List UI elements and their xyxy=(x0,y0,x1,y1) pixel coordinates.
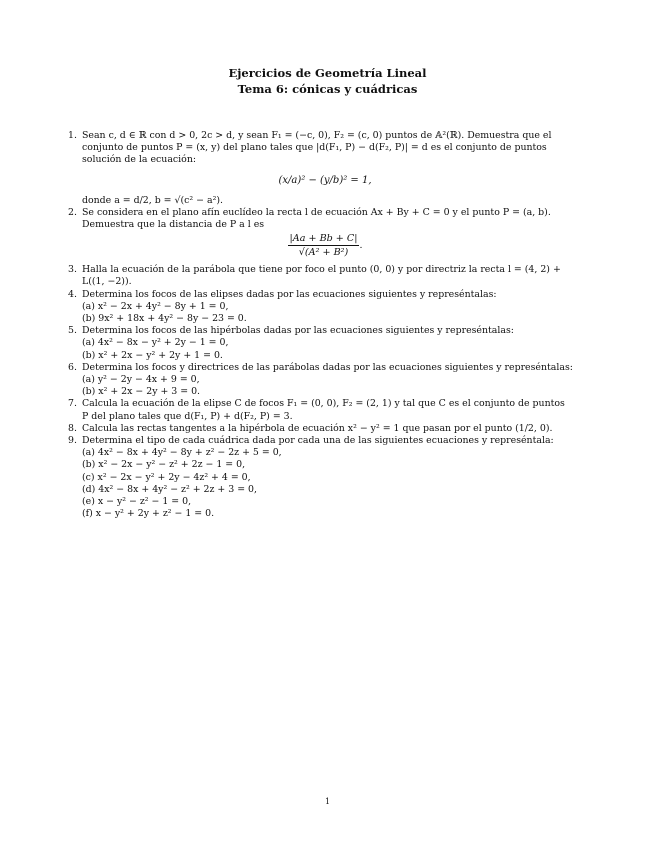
fraction-numerator: |Aa + Bb + C| xyxy=(289,233,358,245)
exercise-2 xyxy=(68,207,568,262)
subitem: (e) x − y² − z² − 1 = 0, xyxy=(82,496,192,508)
exercise-text-line: Sean c, d ∈ ℝ con d > 0, 2c > d, y sean F₁ = (−c, 0), F₂ = (c, 0) puntos de 𝔸²(ℝ). Demuestra que el xyxy=(82,130,552,141)
exercise-text-line: Determina los focos y directrices de las parábolas dadas por las ecuaciones siguientes y represéntalas: xyxy=(82,361,573,373)
document-subtitle: Tema 6: cónicas y cuádricas xyxy=(237,82,418,96)
exercise-text-line: Determina los focos de las hipérbolas dadas por las ecuaciones siguientes y represéntalas: xyxy=(82,325,514,337)
exercise-number: 9. xyxy=(68,435,77,447)
exercise-text-line: conjunto de puntos P = (x, y) del plano tales que |d(F₁, P) − d(F₂, P)| = d es el conjunto de puntos xyxy=(82,142,547,154)
subitem: (d) 4x² − 8x + 4y² − z² + 2z + 3 = 0, xyxy=(82,483,257,495)
exercise-6 xyxy=(68,361,573,399)
distance-fraction xyxy=(288,232,363,259)
exercise-text-line: Demuestra que la distancia de P a l es xyxy=(82,219,265,231)
exercise-text-line: Se considera en el plano afín euclídeo la recta l de ecuación Ax + By + C = 0 y el punto P = (a, b). xyxy=(82,206,551,218)
subitem: (b) 9x² + 18x + 4y² − 8y − 23 = 0. xyxy=(82,313,247,325)
exercise-9 xyxy=(68,435,568,520)
exercise-number: 2. xyxy=(68,206,77,218)
exercise-number: 1. xyxy=(68,130,77,141)
exercise-text-line: Calcula la ecuación de la elipse C de focos F₁ = (0, 0), F₂ = (2, 1) y tal que C es el conjunto de puntos xyxy=(82,398,565,410)
exercise-1 xyxy=(68,130,568,207)
subitem: (b) x² − 2x − y² − z² + 2z − 1 = 0, xyxy=(82,459,246,471)
exercise-text-line: Calcula las rectas tangentes a la hipérbola de ecuación x² − y² = 1 que pasan por el punto (1/2, 0). xyxy=(82,422,553,434)
exercise-text-line: Halla la ecuación de la parábola que tiene por foco el punto (0, 0) y por directriz la recta l = (4, 2) + xyxy=(82,264,561,276)
exercise-4 xyxy=(68,289,568,326)
exercise-5 xyxy=(68,325,568,362)
formula-period: . xyxy=(359,240,363,252)
subitem: (a) 4x² − 8x + 4y² − 8y + z² − 2z + 5 = 0, xyxy=(82,447,282,459)
exercise-number: 7. xyxy=(68,398,77,410)
exercise-number: 3. xyxy=(68,264,77,276)
subitem: (a) x² − 2x + 4y² − 8y + 1 = 0, xyxy=(82,300,229,312)
exercise-3 xyxy=(68,264,568,288)
hyperbola-equation: (x/a)² − (y/b)² = 1, xyxy=(278,174,372,186)
exercise-text-line: L((1, −2)). xyxy=(82,276,132,288)
exercise-number: 6. xyxy=(68,361,77,373)
exercise-text-line: Determina los focos de las elipses dadas por las ecuaciones siguientes y represéntalas: xyxy=(82,288,497,300)
exercise-8 xyxy=(68,423,568,435)
subitem: (b) x² + 2x − y² + 2y + 1 = 0. xyxy=(82,349,223,361)
fraction-denominator: √(A² + B²) xyxy=(298,247,349,259)
exercise-number: 8. xyxy=(68,422,77,434)
subitem: (c) x² − 2x − y² + 2y − 4z² + 4 = 0, xyxy=(82,471,251,483)
subitem: (f) x − y² + 2y + z² − 1 = 0. xyxy=(82,508,215,520)
exercise-text-line: solución de la ecuación: xyxy=(82,154,197,166)
exercise-list xyxy=(68,130,573,520)
exercise-7 xyxy=(68,398,568,422)
page-number: 1 xyxy=(324,797,331,806)
subitem: (a) 4x² − 8x − y² + 2y − 1 = 0, xyxy=(82,337,229,349)
subitem: (b) x² + 2x − 2y + 3 = 0. xyxy=(82,386,201,398)
subitem: (a) y² − 2y − 4x + 9 = 0, xyxy=(82,374,200,386)
exercise-number: 5. xyxy=(68,325,77,337)
distance-formula xyxy=(82,232,568,262)
document-title: Ejercicios de Geometría Lineal xyxy=(228,66,427,80)
exercise-text-line: Determina el tipo de cada cuádrica dada por cada una de las siguientes ecuaciones y represéntala: xyxy=(82,435,554,447)
exercise-number: 4. xyxy=(68,288,77,300)
exercise-text-line: P del plano tales que d(F₁, P) + d(F₂, P) = 3. xyxy=(82,410,293,422)
exercise-text-line: donde a = d/2, b = √(c² − a²). xyxy=(82,194,223,206)
